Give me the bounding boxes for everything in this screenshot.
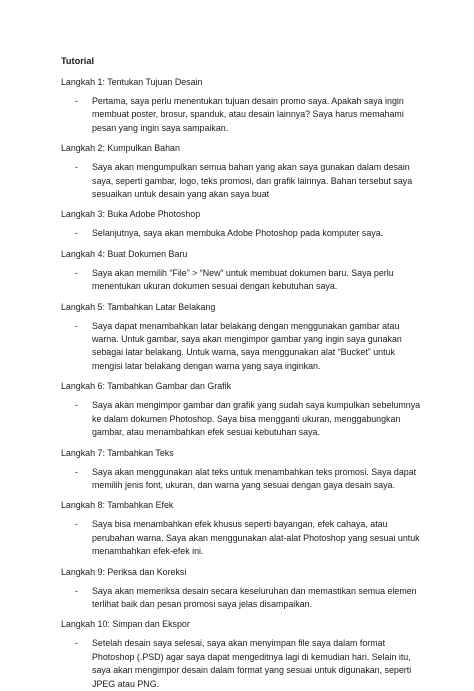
step-9	[61, 566, 424, 612]
bullet-dash: -	[75, 466, 78, 477]
step-5	[61, 301, 424, 374]
step-body	[75, 585, 424, 612]
step-heading: Langkah 8: Tambahkan Efek	[61, 500, 174, 511]
step-2	[61, 142, 424, 201]
bullet-dash: -	[75, 96, 78, 106]
bullet-dash: -	[75, 585, 78, 596]
step-text: Saya dapat menambahkan latar belakang dengan menggunakan gambar atau warna. Untuk gambar, saya akan mengimpor gambar yang ingin saya gunakan sebagai latar belakang. Untuk warna, saya menggunakan alat “Bucket” untuk mengisi latar belakang dengan warna yang saya inginkan.	[92, 320, 402, 371]
step-body	[75, 399, 424, 439]
bullet-dash: -	[75, 267, 78, 278]
bullet-dash: -	[75, 519, 78, 530]
step-heading: Langkah 3: Buka Adobe Photoshop	[61, 209, 201, 220]
bullet-dash: -	[75, 638, 78, 649]
step-body	[75, 320, 424, 374]
step-text: Saya akan memeriksa desain secara keseluruhan dan memastikan semua elemen terlihat baik dan pesan promosi saya jelas disampaikan.	[92, 585, 417, 609]
step-4	[61, 248, 424, 294]
step-heading: Langkah 7: Tambahkan Teks	[61, 447, 174, 458]
step-text: Saya akan mengumpulkan semua bahan yang akan saya gunakan dalam desain saya, seperti gambar, logo, teks promosi, dan grafik lainnya. Bahan tersebut saya sesuaikan untuk desain yang akan saya buat	[92, 162, 413, 200]
step-8	[61, 499, 424, 558]
step-text: Saya akan memilih “File” > “New” untuk membuat dokumen baru. Saya perlu menentukan ukuran dokumen sesuai dengan kebutuhan saya.	[92, 267, 394, 292]
step-body	[75, 161, 424, 201]
step-7	[61, 447, 424, 493]
step-heading: Langkah 6: Tambahkan Gambar dan Grafik	[61, 381, 232, 392]
bullet-dash: -	[75, 228, 78, 239]
step-text: Saya bisa menambahkan efek khusus seperti bayangan, efek cahaya, atau perubahan warna. Saya akan menggunakan alat-alat Photoshop yang sesuai untuk menambahkan efek-efek ini.	[92, 519, 420, 557]
bullet-dash: -	[75, 320, 78, 331]
step-body	[75, 466, 424, 493]
step-heading: Langkah 10: Simpan dan Ekspor	[61, 619, 190, 630]
step-body	[75, 637, 424, 691]
step-body	[75, 267, 424, 294]
step-text: Saya akan menggunakan alat teks untuk menambahkan teks promosi. Saya dapat memilih jenis font, ukuran, dan warna yang sesuai dengan gaya desain saya.	[92, 466, 417, 490]
step-text: Selanjutnya, saya akan membuka Adobe Photoshop pada komputer saya.	[92, 228, 384, 239]
bullet-dash: -	[75, 400, 78, 411]
step-body	[75, 95, 424, 135]
step-1	[61, 76, 424, 135]
step-heading: Langkah 2: Kumpulkan Bahan	[61, 143, 180, 154]
step-heading: Langkah 5: Tambahkan Latar Belakang	[61, 301, 216, 312]
page-title: Tutorial	[61, 56, 95, 66]
step-body	[75, 518, 424, 558]
bullet-dash: -	[75, 162, 78, 173]
step-10	[61, 618, 424, 691]
step-6	[61, 380, 424, 439]
step-heading: Langkah 4: Buat Dokumen Baru	[61, 248, 188, 259]
step-heading: Langkah 1: Tentukan Tujuan Desain	[61, 77, 203, 87]
step-body	[75, 227, 424, 240]
step-text: Pertama, saya perlu menentukan tujuan desain promo saya. Apakah saya ingin membuat poster, brosur, spanduk, atau desain lainnya? Saya harus memahami pesan yang ingin saya sampaikan.	[92, 96, 404, 133]
step-heading: Langkah 9: Periksa dan Koreksi	[61, 566, 187, 577]
step-text: Saya akan mengimpor gambar dan grafik yang sudah saya kumpulkan sebelumnya ke dalam dokumen Photoshop. Saya bisa mengganti ukuran, menggabungkan gambar, atau menambahkan efek sesuai kebutuhan saya.	[92, 400, 421, 438]
step-3	[61, 208, 424, 240]
step-text: Setelah desain saya selesai, saya akan menyimpan file saya dalam format Photoshop (.PSD) agar saya dapat mengeditnya lagi di kemudian hari. Selain itu, saya akan mengimpor desain dalam format yang sesuai untuk digunakan, seperti JPEG atau PNG.	[92, 638, 412, 689]
